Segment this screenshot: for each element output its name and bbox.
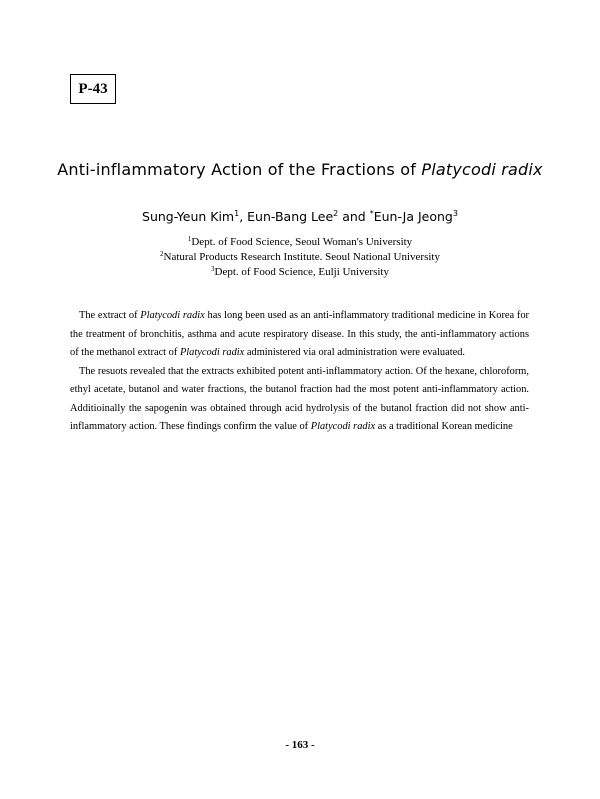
author-separator: , (239, 209, 248, 224)
abstract-text: The resuots revealed that the extracts exhibited potent anti-inflammatory action. Of the hexane, chloroform, ethyl acetate, butanol and water fractions, the butanol fraction had the most potent anti-inflammatory action. Additioinally the sapogenin was obtained through acid hydrolysis of the butanol fraction did not show anti-inflammatory action. These findings confirm the value of (70, 365, 529, 432)
affiliation-text: Dept. of Food Science, Eulji University (214, 266, 389, 278)
affiliation-mark: 1 (187, 235, 192, 243)
poster-number-box (70, 74, 116, 104)
title-main: Anti-inflammatory Action of the Fractions of (57, 160, 422, 179)
author-affil-mark: 2 (333, 209, 339, 218)
species-name: Platycodi radix (140, 310, 205, 321)
title-species: Platycodi radix (421, 160, 543, 179)
corresponding-mark: * (369, 209, 374, 218)
abstract-text: administered via oral administration were evaluated. (244, 347, 466, 358)
species-name: Platycodi radix (179, 347, 245, 358)
affiliation-text: Dept. of Food Science, Seoul Woman's University (191, 236, 413, 248)
affiliation-list (0, 235, 600, 280)
author-list (0, 209, 600, 224)
affiliation-mark: 2 (160, 250, 164, 258)
abstract-text: as a traditional Korean medicine (375, 421, 513, 432)
poster-number: P-43 (78, 80, 108, 97)
affiliation-mark: 3 (211, 265, 215, 273)
affiliation-line (0, 250, 600, 265)
author-name: Sung-Yeun Kim (142, 209, 235, 224)
page-number: - 163 - (285, 739, 315, 751)
author-affil-mark: 3 (452, 209, 458, 218)
abstract (70, 307, 529, 437)
author-name: Eun-Bang Lee (247, 209, 334, 224)
abstract-text: has long been used as an anti-inflammatory traditional medicine in Korea for the treatment of bronchitis, asthma and acute respiratory disease. In this study, the anti-inflammatory actions of the methanol extract of (70, 310, 529, 358)
author-name: Eun-Ja Jeong (373, 209, 453, 224)
abstract-paragraph (70, 363, 529, 437)
affiliation-text: Natural Products Research Institute. Seoul National University (163, 251, 440, 263)
author-separator: and (338, 209, 370, 224)
affiliation-line (0, 265, 600, 280)
author-affil-mark: 1 (234, 209, 240, 218)
abstract-paragraph (70, 307, 529, 363)
species-name: Platycodi radix (310, 421, 376, 432)
paper-title (0, 160, 600, 179)
abstract-text: The extract of (79, 310, 141, 321)
affiliation-line (0, 235, 600, 250)
